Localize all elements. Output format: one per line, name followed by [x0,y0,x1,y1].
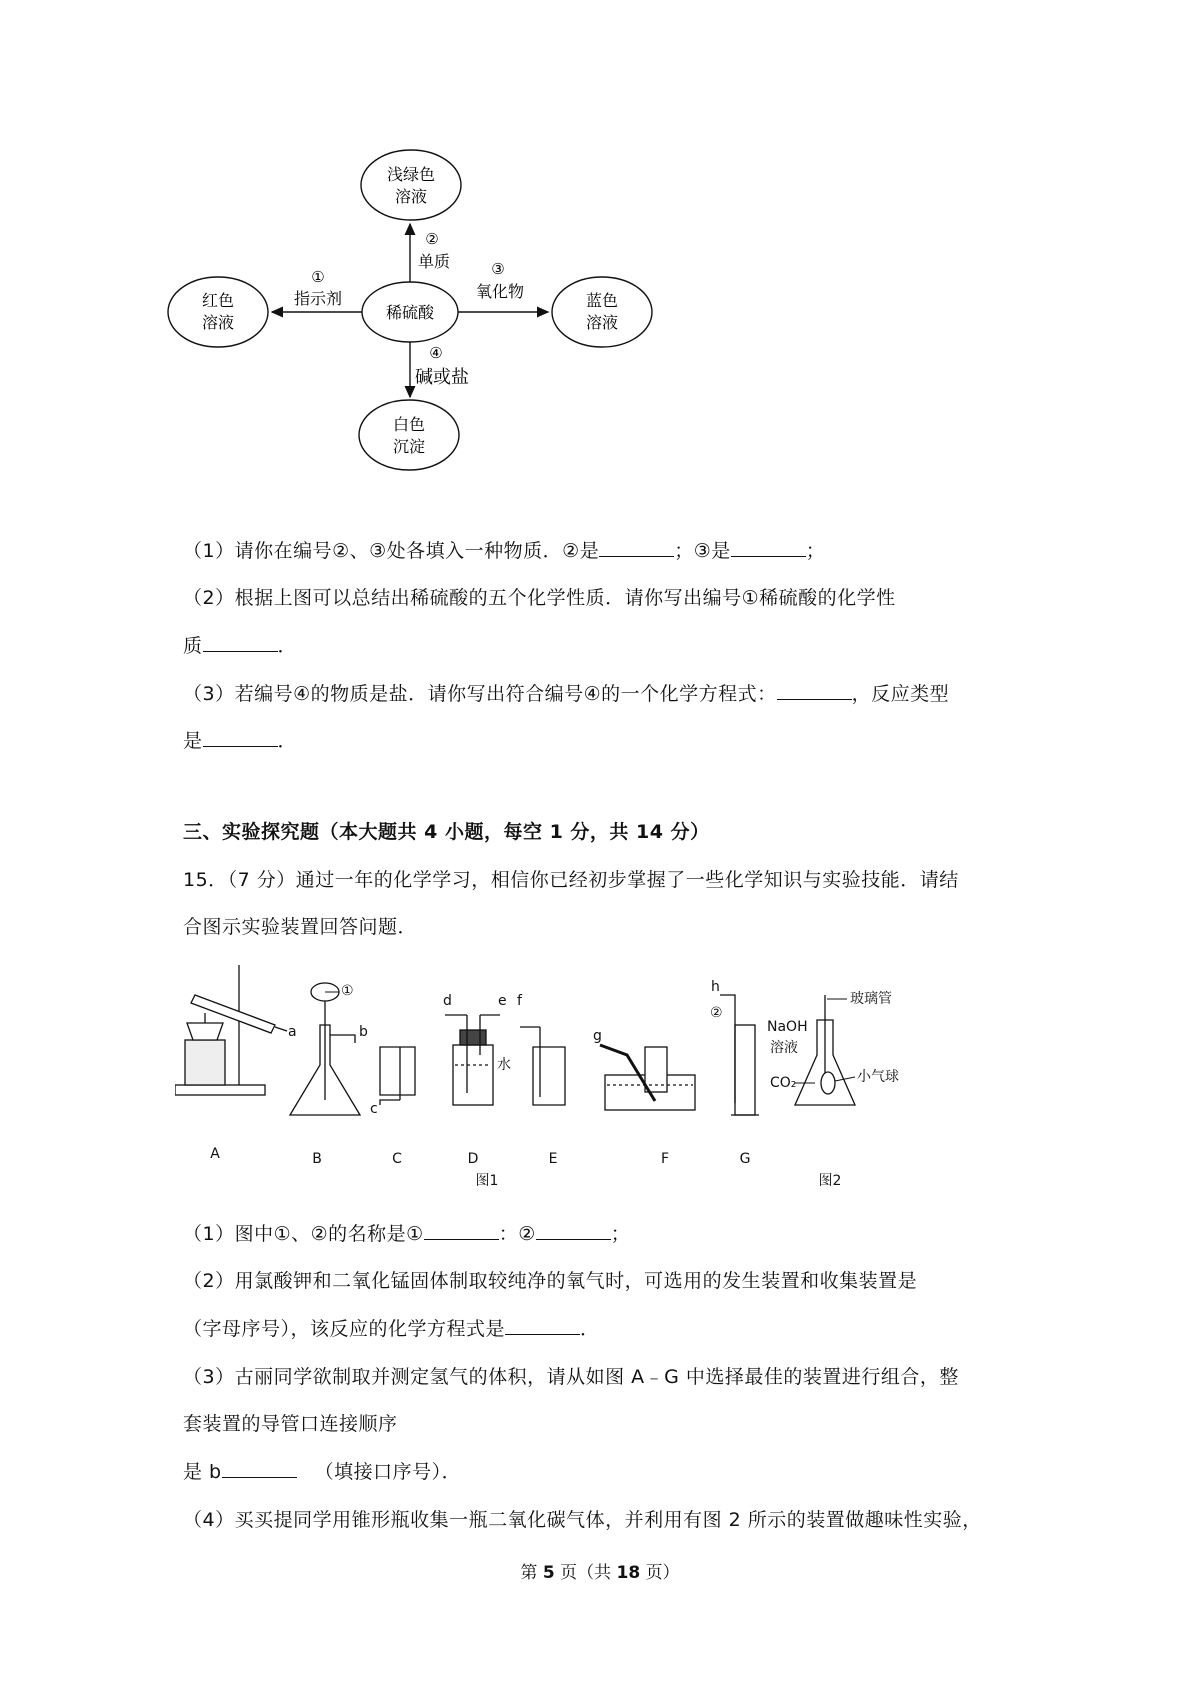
port-g: g [593,1028,602,1044]
right-node-line1: 蓝色 [585,291,619,310]
label-B: B [312,1151,322,1167]
edge-right-label: 氧化物 [475,282,525,301]
label-G: G [739,1151,751,1167]
label-C: C [392,1151,402,1167]
q14-part3-line2-start: 是 [183,730,203,752]
apparatus-e [520,1027,565,1105]
q14-part3-end: ，反应类型 [851,683,950,705]
q14-part3-line2-end: ． [277,730,298,752]
answer-blank[interactable] [777,681,852,700]
label-A: A [210,1146,220,1162]
q15-s2-line2-end: ． [580,1318,600,1340]
answer-blank[interactable] [203,633,278,652]
edge-top-number: ② [425,230,439,248]
right-node [552,277,652,347]
bottom-node-line2: 沉淀 [392,437,426,456]
q14-part2-start: 质 [183,635,203,657]
answer-blank[interactable] [222,1459,297,1478]
answer-blank[interactable] [599,538,674,557]
edge-bottom-number: ④ [429,344,443,362]
left-node [168,277,268,347]
q15-s1-end: ； [610,1223,631,1245]
apparatus-a [175,965,287,1095]
q14-part2-end: ． [277,635,298,657]
left-node-line1: 红色 [201,291,235,310]
port-d: d [443,993,452,1009]
answer-blank[interactable] [505,1316,580,1335]
fig1-caption: 图1 [475,1173,499,1189]
q15-s3-line3-end: （填接口序号）． [314,1461,462,1483]
q15-s3-line2: 套装置的导管口连接顺序 [183,1413,398,1435]
q15-s3-line3-start: 是 b [183,1461,222,1483]
label-D: D [467,1151,479,1167]
q14-part1-mid: ；③是 [674,540,731,562]
q14-part1-text: （1）请你在编号②、③处各填入一种物质．②是 [183,540,600,562]
edge-left-number: ① [311,268,325,286]
q14-part3-line1 [183,680,949,708]
port-c: c [370,1101,378,1117]
q15-intro-line2: 合图示实验装置回答问题． [183,916,418,938]
q15-s3-line1: （3）古丽同学欲制取并测定氢气的体积，请从如图 A﹣G 中选择最佳的装置进行组合，整 [183,1366,959,1388]
figure2-flask [795,995,855,1105]
section3-heading: 三、实验探究题（本大题共 4 小题，每空 1 分，共 14 分） [183,821,710,843]
mark-circle1: ① [341,983,354,999]
answer-blank[interactable] [203,728,278,747]
q14-part2-line1: （2）根据上图可以总结出稀硫酸的五个化学性质．请你写出编号①稀硫酸的化学性 [183,587,896,609]
apparatus-d [445,1015,500,1105]
bottom-node-line1: 白色 [392,415,426,434]
bottom-node [359,400,459,470]
q15-s1-mid: ：② [498,1223,536,1245]
apparatus-g [720,995,759,1115]
q14-part1 [183,537,825,565]
q15-s2-line2 [183,1315,600,1343]
label-E: E [548,1151,558,1167]
footer-mid: 页（共 [560,1563,612,1583]
mark-glass-tube: 玻璃管 [850,991,892,1007]
fig2-caption: 图2 [818,1173,842,1189]
q14-part1-end: ； [805,540,826,562]
left-node-line2: 溶液 [201,313,235,332]
q15-s2-line1: （2）用氯酸钾和二氧化锰固体制取较纯净的氧气时，可选用的发生装置和收集装置是 [183,1270,918,1292]
edge-top-label: 单质 [417,252,451,271]
answer-blank[interactable] [731,538,806,557]
right-node-line2: 溶液 [585,313,619,332]
top-node-line2: 溶液 [394,187,428,206]
apparatus-b [290,983,360,1115]
mark-balloon: 小气球 [857,1069,899,1085]
label-F: F [660,1151,670,1167]
center-node-label: 稀硫酸 [385,303,435,322]
mark-co2: CO₂ [770,1075,797,1091]
edge-left-label: 指示剂 [293,289,343,308]
q14-part3-line2 [183,727,297,755]
footer-total-pages: 18 [616,1563,641,1583]
port-f: f [517,993,522,1009]
answer-blank[interactable] [424,1221,499,1240]
q15-s3-line3 [183,1458,461,1486]
mark-circle2: ② [710,1005,723,1021]
sulfuric-acid-diagram [160,140,720,490]
q14-part2-line2 [183,632,297,660]
top-node [361,150,461,220]
q15-s1-start: （1）图中①、②的名称是① [183,1223,424,1245]
q15-s1 [183,1220,630,1248]
mark-naoh-2: 溶液 [770,1040,798,1056]
page-footer [0,1558,1200,1583]
mark-naoh-1: NaOH [767,1019,808,1035]
port-e: e [498,993,507,1009]
q15-intro-line1: 15．（7 分）通过一年的化学学习，相信你已经初步掌握了一些化学知识与实验技能．请结 [183,869,959,891]
q14-part3-start: （3）若编号④的物质是盐．请你写出符合编号④的一个化学方程式： [183,683,777,705]
footer-suffix: 页） [645,1563,680,1583]
q15-s2-line2-start: （字母序号），该反应的化学方程式是 [183,1318,506,1340]
apparatus-c [380,1047,415,1105]
port-b: b [359,1024,368,1040]
edge-bottom-label: 碱或盐 [415,367,469,388]
apparatus-figure [175,965,1015,1205]
port-h: h [711,979,720,995]
apparatus-f [600,1045,695,1110]
q15-s4-line1: （4）买买提同学用锥形瓶收集一瓶二氧化碳气体，并利用有图 2 所示的装置做趣味性实验， [183,1509,982,1531]
mark-water: 水 [497,1057,511,1073]
footer-page-number: 5 [542,1563,555,1583]
footer-prefix: 第 [520,1563,538,1583]
top-node-line1: 浅绿色 [386,165,436,184]
edge-right-number: ③ [491,260,505,278]
answer-blank[interactable] [536,1221,611,1240]
port-a: a [288,1024,297,1040]
